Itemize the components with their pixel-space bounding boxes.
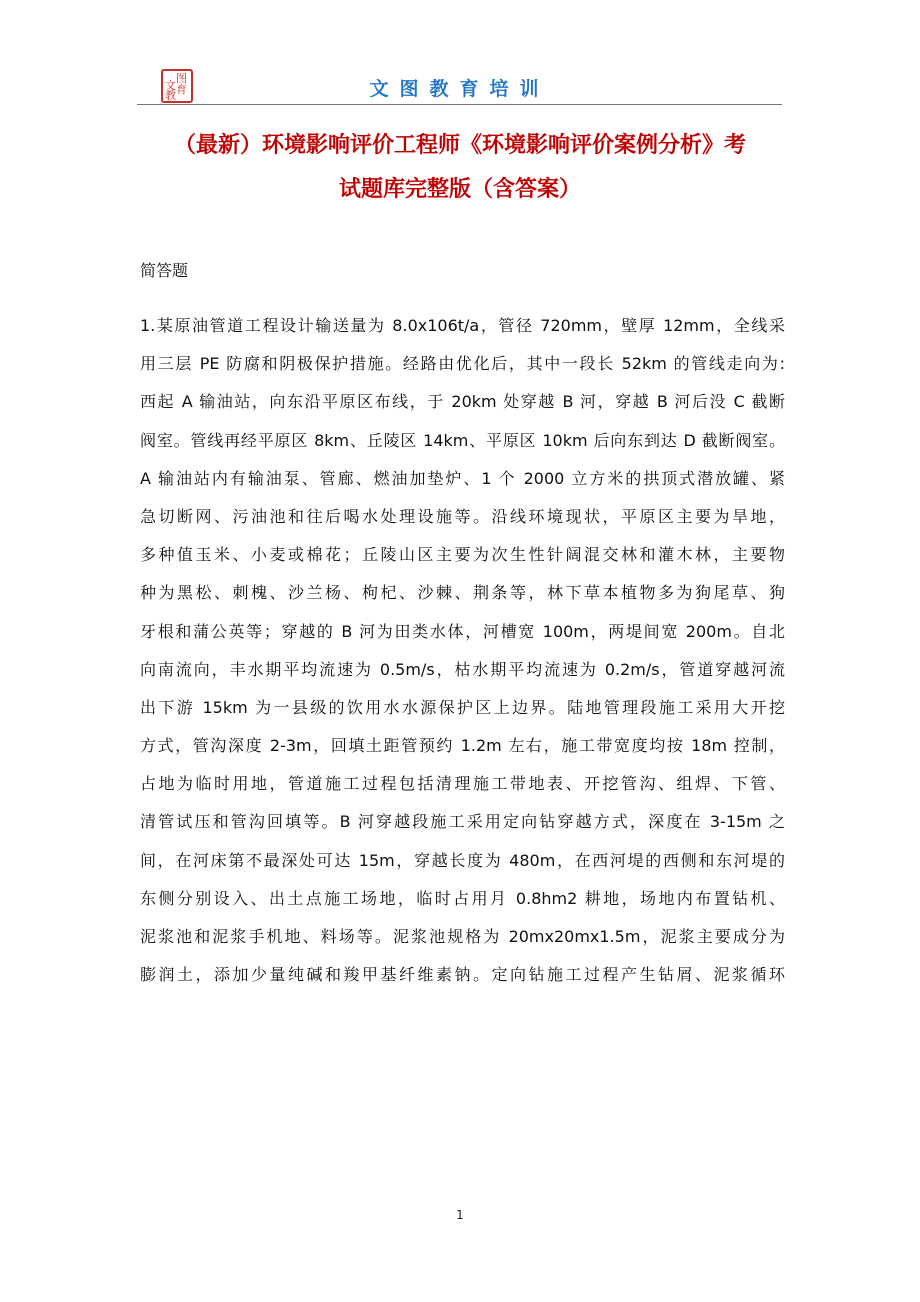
body-line: 阀室。管线再经平原区 8km、丘陵区 14km、平原区 10km 后向东到达 D 截断阀室。 <box>140 430 785 450</box>
body-line: 膨润土，添加少量纯碱和羧甲基纤维素钠。定向钻施工过程产生钻屑、泥浆循环 <box>140 965 785 985</box>
body-line: 占地为临时用地，管道施工过程包括清理施工带地表、开挖管沟、组焊、下管、 <box>140 774 785 794</box>
body-line: 多种值玉米、小麦或棉花；丘陵山区主要为次生性针阔混交林和灌木林，主要物 <box>140 545 785 565</box>
logo-char: 育 <box>176 83 187 96</box>
body-line: 东侧分别设入、出土点施工场地，临时占用月 0.8hm2 耕地，场地内布置钻机、 <box>140 888 785 908</box>
body-line: 向南流向，丰水期平均流速为 0.5m/s，枯水期平均流速为 0.2m/s，管道穿越河流 <box>140 659 785 679</box>
title-line: 试题库完整版（含答案） <box>338 177 581 202</box>
body-line: 急切断网、污油池和往后喝水处理设施等。沿线环境现状，平原区主要为旱地， <box>140 506 785 526</box>
logo-char: 文 <box>165 79 176 92</box>
title-line: （最新）环境影响评价工程师《环境影响评价案例分析》考 <box>173 133 746 158</box>
page-number: 1 <box>456 1208 464 1222</box>
body-line: 间，在河床第不最深处可达 15m，穿越长度为 480m，在西河堤的西侧和东河堤的 <box>140 850 785 870</box>
body-line: 方式，管沟深度 2-3m，回填土距管预约 1.2m 左右，施工带宽度均按 18m 控制， <box>140 736 785 756</box>
section-label: 简答题 <box>140 261 189 280</box>
body-line: 西起 A 输油站，向东沿平原区布线，于 20km 处穿越 B 河，穿越 B 河后没 C 截断 <box>140 392 785 412</box>
header-divider <box>137 104 782 105</box>
body-line: 牙根和蒲公英等；穿越的 B 河为田类水体，河槽宽 100m，两堤间宽 200m。自北 <box>140 621 785 641</box>
body-line: 1.某原油管道工程设计输送量为 8.0x106t/a，管径 720mm，壁厚 12mm，全线采 <box>140 316 785 335</box>
body-line: 种为黑松、刺槐、沙兰杨、枸杞、沙棘、荆条等，林下草本植物多为狗尾草、狗 <box>140 583 785 603</box>
body-line: 清管试压和管沟回填等。B 河穿越段施工采用定向钻穿越方式，深度在 3-15m 之 <box>140 812 785 832</box>
body-line: 用三层 PE 防腐和阴极保护措施。经路由优化后，其中一段长 52km 的管线走向为: <box>140 354 785 374</box>
question-body <box>140 307 785 994</box>
logo-char: 图 <box>176 72 187 85</box>
body-line: 泥浆池和泥浆手机地、料场等。泥浆池规格为 20mx20mx1.5m，泥浆主要成分为 <box>140 927 785 946</box>
header-title: 文图教育培训 <box>369 78 550 100</box>
page-header <box>137 64 782 108</box>
logo-char: 教 <box>165 89 176 102</box>
body-line: A 输油站内有输油泵、管廊、燃油加垫炉、1 个 2000 立方米的拱顶式潜放罐、紧 <box>140 468 785 488</box>
document-title <box>132 124 788 212</box>
body-line: 出下游 15km 为一县级的饮用水水源保护区上边界。陆地管理段施工采用大开挖 <box>140 697 785 717</box>
